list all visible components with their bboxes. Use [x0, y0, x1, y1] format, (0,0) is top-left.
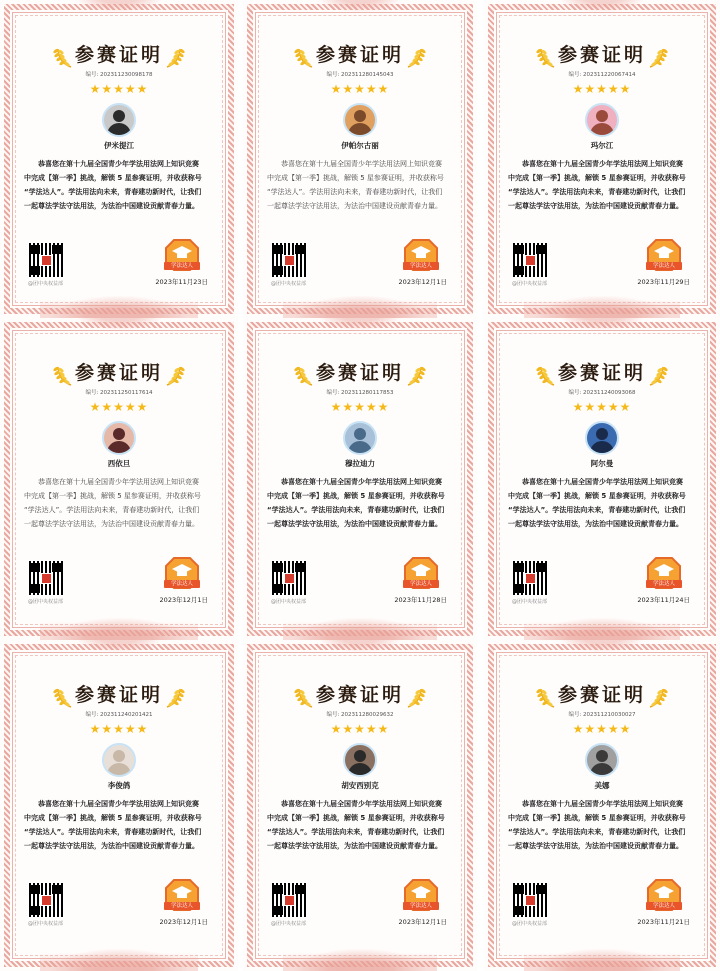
certificate-text-line: 中完成【第一季】挑战，解锁 5 星参赛证明，并收获称号 [508, 174, 686, 182]
laurel-left-icon [536, 45, 558, 69]
bottom-ornament [40, 614, 198, 640]
laurel-right-icon [404, 363, 426, 387]
serial-number: 编号: 202311280117853 [326, 389, 394, 396]
avatar [343, 421, 377, 455]
laurel-left-icon [53, 45, 75, 69]
certificate-card [243, 0, 477, 318]
certificate-text [24, 475, 218, 531]
certificate-title: 参赛证明 [74, 362, 163, 384]
certificate-text [24, 157, 218, 213]
top-ornament [554, 640, 650, 654]
bottom-ornament [283, 614, 437, 640]
five-star-rating-icon: ★★★★★ [330, 82, 390, 96]
laurel-left-icon [53, 363, 75, 387]
achievement-badge [162, 556, 202, 592]
avatar-body [590, 441, 614, 455]
laurel-left-icon [536, 363, 558, 387]
certificate-text-line: “学法达人”。学法用法向未来，青春建功新时代，让我们 [24, 828, 202, 836]
qr-logo-icon [525, 895, 536, 906]
issuer-label: @团中央权益部 [28, 921, 64, 927]
certificate-text-line: 中完成【第一季】挑战，解锁 5 星参赛证明，并收获称号 [508, 814, 686, 822]
certificate-text-line: “学法达人”。学法用法向未来，青春建功新时代，让我们 [267, 506, 445, 514]
certificate-title: 参赛证明 [315, 362, 404, 384]
avatar-body [348, 123, 372, 137]
participant-name: 玛尔江 [590, 141, 614, 150]
laurel-right-icon [163, 685, 185, 709]
certificate-card [484, 640, 720, 971]
bottom-ornament [40, 292, 198, 318]
serial-number: 编号: 202311240201421 [85, 711, 153, 718]
laurel-left-icon [294, 45, 316, 69]
qr-logo-icon [284, 255, 295, 266]
bottom-ornament [524, 614, 680, 640]
achievement-badge [644, 878, 684, 914]
issue-date: 2023年12月1日 [398, 918, 447, 926]
avatar-body [590, 123, 614, 137]
certificate-text-line: 一起尊法学法守法用法，为法治中国建设贡献青春力量。 [508, 520, 683, 528]
issue-date: 2023年11月24日 [637, 596, 690, 604]
certificate-text-line: 中完成【第一季】挑战，解锁 5 星参赛证明，并收获称号 [267, 814, 445, 822]
avatar-head [113, 110, 125, 122]
laurel-right-icon [404, 685, 426, 709]
top-ornament [313, 640, 407, 654]
certificate-title: 参赛证明 [74, 44, 163, 66]
achievement-badge [401, 556, 441, 592]
certificate-text-line: 恭喜您在第十九届全国青少年学法用法网上知识竞赛 [522, 478, 683, 486]
certificate-text-line: “学法达人”。学法用法向未来，青春建功新时代，让我们 [508, 828, 686, 836]
bottom-ornament [283, 945, 437, 971]
achievement-badge [644, 238, 684, 274]
badge-label: 学法达人 [403, 580, 439, 588]
certificate-text-line: 恭喜您在第十九届全国青少年学法用法网上知识竞赛 [522, 160, 683, 168]
achievement-badge [162, 878, 202, 914]
five-star-rating-icon: ★★★★★ [330, 722, 390, 736]
certificate-text-line: “学法达人”。学法用法向未来，青春建功新时代，让我们 [508, 188, 686, 196]
laurel-right-icon [646, 45, 668, 69]
certificate-text-line: 一起尊法学法守法用法，为法治中国建设贡献青春力量。 [24, 520, 199, 528]
laurel-right-icon [646, 685, 668, 709]
laurel-left-icon [53, 685, 75, 709]
certificate-text-line: 恭喜您在第十九届全国青少年学法用法网上知识竞赛 [38, 478, 199, 486]
avatar-head [596, 750, 608, 762]
issuer-label: @团中央权益部 [512, 281, 548, 287]
avatar-head [354, 110, 366, 122]
serial-number: 编号: 202311280029632 [326, 711, 394, 718]
avatar-head [596, 110, 608, 122]
certificate-text-line: “学法达人”。学法用法向未来，青春建功新时代，让我们 [267, 828, 445, 836]
issue-date: 2023年11月29日 [637, 278, 690, 286]
certificate-text-line: 恭喜您在第十九届全国青少年学法用法网上知识竞赛 [281, 800, 442, 808]
participant-name: 李俊鸽 [107, 781, 131, 790]
certificate-text-line: 恭喜您在第十九届全国青少年学法用法网上知识竞赛 [38, 160, 199, 168]
issue-date: 2023年12月1日 [398, 278, 447, 286]
serial-number: 编号: 202311210030027 [568, 711, 636, 718]
certificate-header [0, 358, 238, 396]
badge-label: 学法达人 [164, 262, 200, 270]
avatar-head [113, 428, 125, 440]
badge-label: 学法达人 [646, 262, 682, 270]
certificate-text-line: 一起尊法学法守法用法，为法治中国建设贡献青春力量。 [267, 202, 442, 210]
avatar [102, 743, 136, 777]
qr-code[interactable] [271, 882, 307, 918]
qr-logo-icon [525, 255, 536, 266]
serial-number: 编号: 202311220067414 [568, 71, 636, 78]
qr-code[interactable] [271, 560, 307, 596]
certificate-header [0, 680, 238, 718]
avatar [102, 421, 136, 455]
certificate-text-line: 一起尊法学法守法用法，为法治中国建设贡献青春力量。 [508, 202, 683, 210]
certificate-text-line: 中完成【第一季】挑战，解锁 5 星参赛证明，并收获称号 [267, 174, 444, 182]
issuer-label: @团中央权益部 [28, 599, 64, 605]
qr-logo-icon [41, 255, 52, 266]
issuer-label: @团中央权益部 [512, 599, 548, 605]
avatar-head [354, 750, 366, 762]
badge-label: 学法达人 [164, 902, 200, 910]
certificate-text-line: 一起尊法学法守法用法，为法治中国建设贡献青春力量。 [508, 842, 683, 850]
certificate-text-line: 中完成【第一季】挑战，解锁 5 星参赛证明，并收获称号 [24, 814, 202, 822]
participant-name: 美娜 [594, 781, 610, 790]
avatar-body [107, 123, 131, 137]
qr-code[interactable] [512, 882, 548, 918]
certificate-text-line: “学法达人”。学法用法向未来，青春建功新时代，让我们 [24, 506, 200, 514]
certificate-card [0, 0, 238, 318]
bottom-ornament [40, 945, 198, 971]
laurel-right-icon [163, 363, 185, 387]
participant-name: 胡安西别克 [341, 781, 379, 790]
serial-number: 编号: 202311230098178 [85, 71, 153, 78]
certificate-text [508, 157, 700, 213]
avatar-body [590, 763, 614, 777]
issue-date: 2023年11月21日 [637, 918, 690, 926]
issuer-label: @团中央权益部 [271, 599, 307, 605]
top-ornament [313, 0, 407, 14]
avatar-head [596, 428, 608, 440]
certificate-card [484, 318, 720, 640]
issuer-label: @团中央权益部 [512, 921, 548, 927]
certificate-text [267, 475, 457, 531]
avatar [102, 103, 136, 137]
qr-code[interactable] [28, 242, 64, 278]
certificate-text-line: 恭喜您在第十九届全国青少年学法用法网上知识竞赛 [281, 478, 442, 486]
participant-name: 伊帕尔古丽 [341, 141, 379, 150]
certificate-header [484, 40, 720, 78]
certificate-text-line: 一起尊法学法守法用法，为法治中国建设贡献青春力量。 [267, 842, 442, 850]
certificate-title: 参赛证明 [557, 684, 646, 706]
qr-logo-icon [41, 573, 52, 584]
certificate-title: 参赛证明 [315, 44, 404, 66]
certificate-text-line: 中完成【第一季】挑战，解锁 5 星参赛证明，并收获称号 [24, 174, 202, 182]
certificate-title: 参赛证明 [74, 684, 163, 706]
certificate-text-line: 中完成【第一季】挑战，解锁 5 星参赛证明，并收获称号 [508, 492, 686, 500]
top-ornament [313, 318, 407, 332]
five-star-rating-icon: ★★★★★ [89, 400, 149, 414]
avatar-head [113, 750, 125, 762]
certificate-text-line: “学法达人”。学法用法向未来，青春建功新时代，让我们 [508, 506, 686, 514]
qr-logo-icon [284, 573, 295, 584]
laurel-left-icon [536, 685, 558, 709]
certificate-card [484, 0, 720, 318]
certificate-text-line: 中完成【第一季】挑战，解锁 5 星参赛证明，并收获称号 [24, 492, 201, 500]
certificate-header [243, 358, 477, 396]
certificate-text [267, 157, 457, 213]
certificate-text-line: 恭喜您在第十九届全国青少年学法用法网上知识竞赛 [281, 160, 442, 168]
certificate-title: 参赛证明 [557, 44, 646, 66]
achievement-badge [401, 238, 441, 274]
avatar [343, 743, 377, 777]
top-ornament [70, 318, 168, 332]
avatar [585, 103, 619, 137]
badge-label: 学法达人 [646, 902, 682, 910]
participant-name: 西依旦 [107, 459, 131, 468]
issue-date: 2023年12月1日 [159, 918, 208, 926]
badge-label: 学法达人 [164, 580, 200, 588]
five-star-rating-icon: ★★★★★ [89, 82, 149, 96]
top-ornament [70, 640, 168, 654]
certificate-text-line: 一起尊法学法守法用法，为法治中国建设贡献青春力量。 [24, 202, 199, 210]
issue-date: 2023年11月23日 [155, 278, 208, 286]
certificate-card [0, 640, 238, 971]
certificate-title: 参赛证明 [315, 684, 404, 706]
avatar [585, 743, 619, 777]
achievement-badge [401, 878, 441, 914]
laurel-left-icon [294, 685, 316, 709]
achievement-badge [644, 556, 684, 592]
serial-number: 编号: 202311250117614 [85, 389, 153, 396]
issue-date: 2023年11月28日 [394, 596, 447, 604]
top-ornament [554, 318, 650, 332]
certificate-title: 参赛证明 [557, 362, 646, 384]
certificate-card [243, 640, 477, 971]
avatar [585, 421, 619, 455]
certificate-header [243, 40, 477, 78]
certificate-text-line: “学法达人”。学法用法向未来，青春建功新时代，让我们 [267, 188, 443, 196]
qr-logo-icon [41, 895, 52, 906]
avatar-body [107, 441, 131, 455]
certificate-card [243, 318, 477, 640]
issue-date: 2023年12月1日 [159, 596, 208, 604]
issuer-label: @团中央权益部 [271, 281, 307, 287]
certificate-text [267, 797, 457, 853]
top-ornament [554, 0, 650, 14]
issuer-label: @团中央权益部 [28, 281, 64, 287]
laurel-right-icon [163, 45, 185, 69]
certificate-text-line: 恭喜您在第十九届全国青少年学法用法网上知识竞赛 [522, 800, 683, 808]
avatar-body [107, 763, 131, 777]
badge-label: 学法达人 [403, 902, 439, 910]
laurel-right-icon [646, 363, 668, 387]
certificate-text-line: 一起尊法学法守法用法，为法治中国建设贡献青春力量。 [267, 520, 442, 528]
five-star-rating-icon: ★★★★★ [572, 400, 632, 414]
bottom-ornament [524, 292, 680, 318]
certificate-text [508, 797, 700, 853]
participant-name: 伊米提江 [104, 141, 134, 150]
qr-code[interactable] [28, 560, 64, 596]
qr-code[interactable] [28, 882, 64, 918]
certificate-text-line: “学法达人”。学法用法向未来，青春建功新时代，让我们 [24, 188, 202, 196]
certificate-text-line: 恭喜您在第十九届全国青少年学法用法网上知识竞赛 [38, 800, 199, 808]
five-star-rating-icon: ★★★★★ [330, 400, 390, 414]
five-star-rating-icon: ★★★★★ [572, 82, 632, 96]
serial-number: 编号: 202311280145043 [326, 71, 394, 78]
top-ornament [70, 0, 168, 14]
laurel-left-icon [294, 363, 316, 387]
achievement-badge [162, 238, 202, 274]
certificate-header [0, 40, 238, 78]
certificate-text [508, 475, 700, 531]
certificate-header [484, 358, 720, 396]
bottom-ornament [283, 292, 437, 318]
five-star-rating-icon: ★★★★★ [89, 722, 149, 736]
badge-label: 学法达人 [646, 580, 682, 588]
badge-label: 学法达人 [403, 262, 439, 270]
certificate-card [0, 318, 238, 640]
qr-code[interactable] [271, 242, 307, 278]
certificate-text-line: 中完成【第一季】挑战，解锁 5 星参赛证明，并收获称号 [267, 492, 445, 500]
qr-logo-icon [284, 895, 295, 906]
issuer-label: @团中央权益部 [271, 921, 307, 927]
bottom-ornament [524, 945, 680, 971]
avatar-body [348, 763, 372, 777]
serial-number: 编号: 202311240093068 [568, 389, 636, 396]
qr-code[interactable] [512, 560, 548, 596]
avatar-head [354, 428, 366, 440]
avatar-body [348, 441, 372, 455]
five-star-rating-icon: ★★★★★ [572, 722, 632, 736]
laurel-right-icon [404, 45, 426, 69]
certificate-text [24, 797, 218, 853]
certificate-header [484, 680, 720, 718]
qr-code[interactable] [512, 242, 548, 278]
participant-name: 阿尔曼 [590, 459, 614, 468]
participant-name: 穆拉迪力 [345, 459, 375, 468]
certificate-text-line: 一起尊法学法守法用法，为法治中国建设贡献青春力量。 [24, 842, 199, 850]
certificate-header [243, 680, 477, 718]
avatar [343, 103, 377, 137]
qr-logo-icon [525, 573, 536, 584]
